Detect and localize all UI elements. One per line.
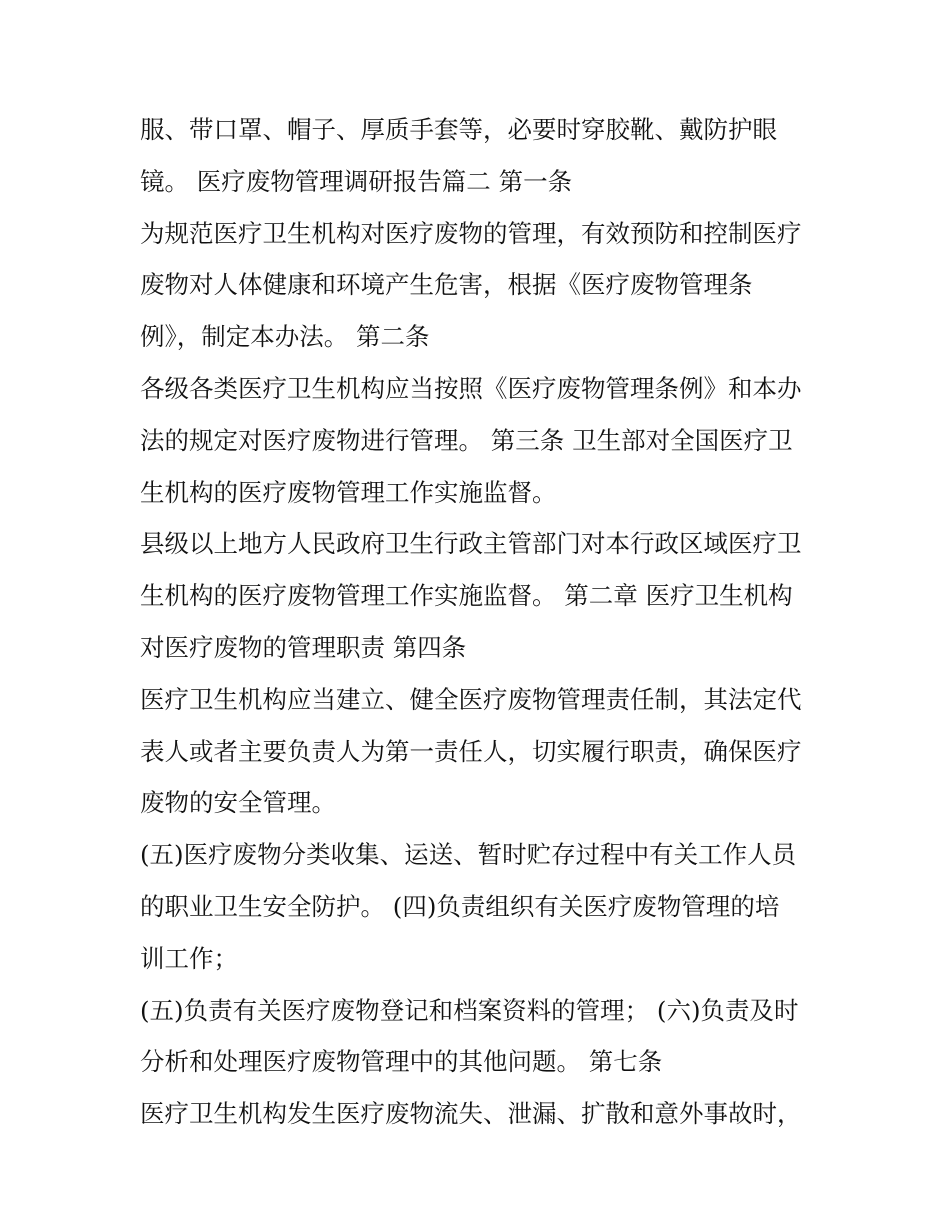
text-line: 表人或者主要负责人为第一责任人，切实履行职责，确保医疗 <box>140 736 802 766</box>
text-line: 废物的安全管理。 <box>140 788 336 818</box>
text-line: 服、带口罩、帽子、厚质手套等，必要时穿胶靴、戴防护眼 <box>140 115 777 144</box>
text-line: 生机构的医疗废物管理工作实施监督。 第二章 医疗卫生机构 <box>140 581 793 611</box>
text-line: 镜。 医疗废物管理调研报告篇二 第一条 <box>140 166 573 196</box>
text-line: 分析和处理医疗废物管理中的其他问题。 第七条 <box>140 1047 663 1077</box>
text-line: 医疗卫生机构发生医疗废物流失、泄漏、扩散和意外事故时， <box>140 1099 802 1129</box>
text-line: 各级各类医疗卫生机构应当按照《医疗废物管理条例》和本办 <box>140 373 802 403</box>
text-line: 训工作； <box>140 943 238 973</box>
text-line: 法的规定对医疗废物进行管理。 第三条 卫生部对全国医疗卫 <box>140 425 793 455</box>
text-line: (五)医疗废物分类收集、运送、暂时贮存过程中有关工作人员 <box>140 840 797 870</box>
text-line: 废物对人体健康和环境产生危害，根据《医疗废物管理条 <box>140 270 753 300</box>
text-line: 的职业卫生安全防护。 (四)负责组织有关医疗废物管理的培 <box>140 891 780 921</box>
text-line: 对医疗废物的管理职责 第四条 <box>140 632 467 662</box>
text-line: (五)负责有关医疗废物登记和档案资料的管理； (六)负责及时 <box>140 995 799 1025</box>
text-line: 为规范医疗卫生机构对医疗废物的管理，有效预防和控制医疗 <box>140 218 802 248</box>
text-line: 生机构的医疗废物管理工作实施监督。 <box>140 477 557 507</box>
text-line: 医疗卫生机构应当建立、健全医疗废物管理责任制，其法定代 <box>140 684 802 714</box>
body-text <box>140 104 830 1140</box>
text-line: 例》，制定本办法。 第二条 <box>140 322 430 352</box>
text-line: 县级以上地方人民政府卫生行政主管部门对本行政区域医疗卫 <box>140 529 802 559</box>
